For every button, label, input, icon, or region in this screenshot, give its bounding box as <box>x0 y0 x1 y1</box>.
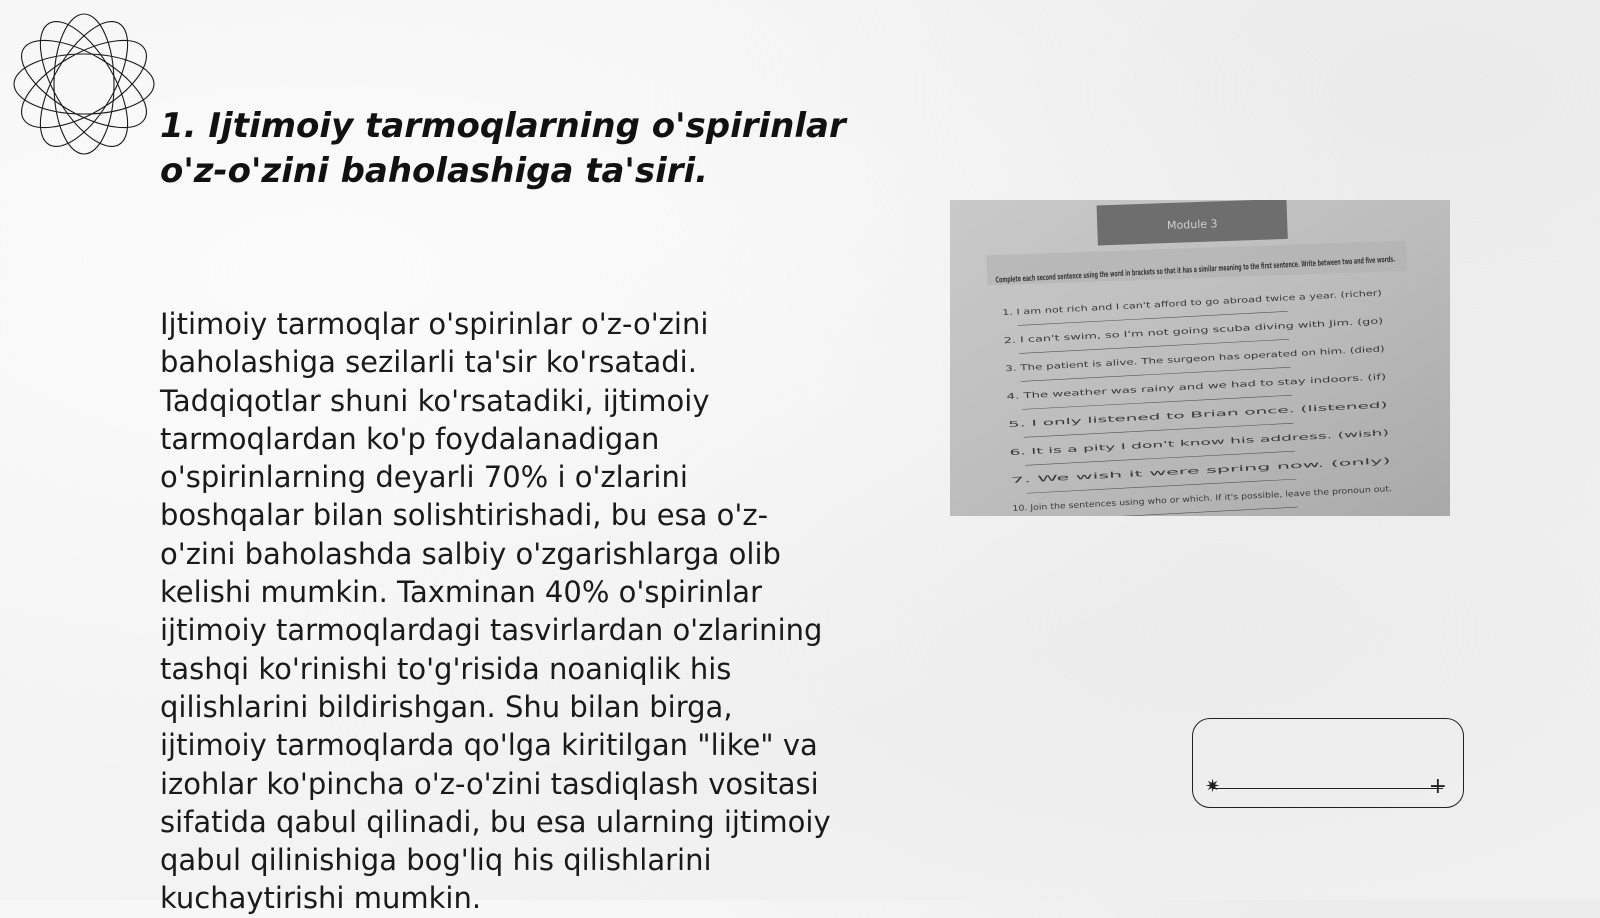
worksheet-line: 7. We wish it were spring now. (only) <box>1010 468 1159 486</box>
slide-body-text: Ijtimoiy tarmoqlar o'spirinlar o'z-o'zini baholashiga sezilarli ta'sir ko'rsatadi. Tadqiqotlar shuni ko'rsatadiki, ijtimoiy tarmoqlardan ko'p foydalanadigan o'spirinlarning deyarli 70% i o'zlarini boshqalar bilan solishtirishadi, bu esa o'z-o'zini baholashda salbiy o'zgarishlarga olib kelishi mumkin. Taxminan 40% o'spirinlar ijtimoiy tarmoqlardagi tasvirlardan o'zlarining tashqi ko'rinishi to'g'risida noaniqlik his qilishlarini bildirishgan. Shu bilan birga, ijtimoiy tarmoqlarda qo'lga kiritilgan "like" va izohlar ko'pincha o'z-o'zini tasdiqlash vositasi sifatida qabul qilinadi, bu esa ularning ijtimoiy qabul qilinishiga bog'liq his qilishlarini kuchaytirishi mumkin. <box>160 307 831 916</box>
worksheet-photo <box>950 200 1450 516</box>
panel-divider-line <box>1213 788 1443 789</box>
worksheet-line: 1. I am not rich and I can't afford to go abroad twice a year. (richer) <box>1002 294 1273 318</box>
worksheet-line: 5. I only listened to Brian once. (listened) <box>1007 411 1174 430</box>
worksheet-line: 10. Join the sentences using who or which. If it's possible, leave the pronoun out. <box>1012 487 1338 514</box>
sparkle-icon: ✷ <box>1205 776 1221 797</box>
worksheet-line: 6. It is a pity I don't know his address. (wish) <box>1009 438 1189 458</box>
worksheet-line: 4. The weather was rainy and we had to stay indoors. (if) <box>1006 380 1236 402</box>
worksheet-line: 2. I can't swim, so I'm not going scuba diving with Jim. (go) <box>1003 323 1241 346</box>
worksheet-line: 3. The patient is alive. The surgeon has operated on him. (died) <box>1004 350 1261 374</box>
worksheet-header: Module 3 <box>1166 217 1218 233</box>
slide-title: 1. Ijtimoiy tarmoqlarning o'spirinlar o'z-o'zini baholashiga ta'siri. <box>160 106 846 191</box>
decorative-orbital-logo <box>10 10 158 158</box>
cross-marker-icon: + <box>1428 774 1447 799</box>
decorative-rounded-panel <box>1192 718 1464 808</box>
